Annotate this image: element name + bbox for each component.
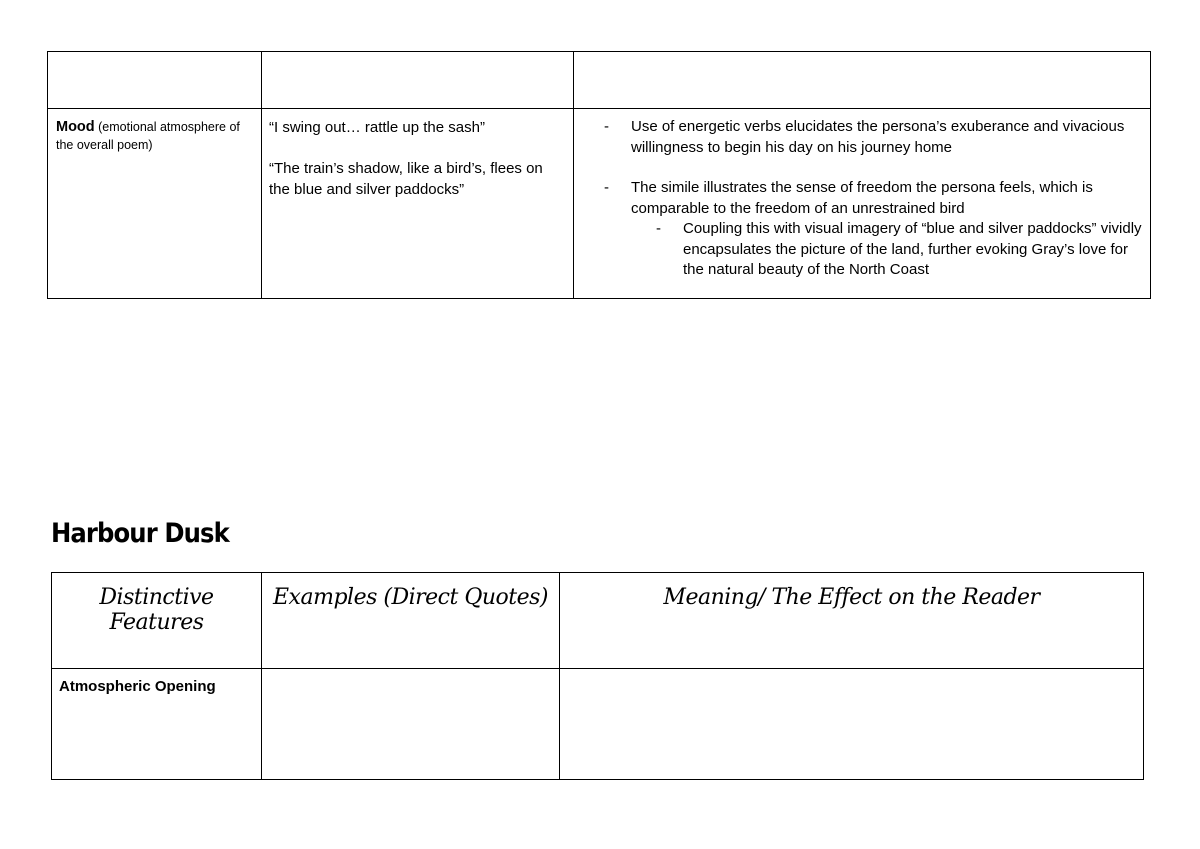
meaning-cell[interactable] xyxy=(560,669,1144,780)
example-cell[interactable] xyxy=(262,669,560,780)
list-item xyxy=(604,117,1144,158)
meaning-cell-mood[interactable] xyxy=(574,109,1151,299)
meaning-point-1: Use of energetic verbs elucidates the persona’s exuberance and vivacious willingness to begin his day on his journey home xyxy=(631,118,1125,156)
list-item xyxy=(656,219,1144,281)
quote-1: “I swing out… rattle up the sash” xyxy=(269,119,485,136)
column-header-examples: Examples (Direct Quotes) xyxy=(262,573,560,669)
feature-cell-mood[interactable] xyxy=(48,109,262,299)
table-cell[interactable] xyxy=(262,52,574,109)
analysis-table-top xyxy=(47,51,1151,299)
meaning-point-2: The simile illustrates the sense of freedom the persona feels, which is comparable to the freedom of an unrestrained bird xyxy=(631,179,1093,217)
table-row xyxy=(52,669,1144,780)
feature-title: Mood xyxy=(56,119,95,135)
quote-2: “The train’s shadow, like a bird’s, flees on the blue and silver paddocks” xyxy=(269,160,543,198)
table-row-empty xyxy=(48,52,1151,109)
column-header-features: Distinctive Features xyxy=(52,573,262,669)
analysis-table-harbour-dusk xyxy=(51,572,1144,780)
list-item xyxy=(604,178,1144,219)
table-header-row xyxy=(52,573,1144,669)
feature-cell-atmospheric-opening[interactable]: Atmospheric Opening xyxy=(52,669,262,780)
feature-note: (emotional atmosphere of the overall poem) xyxy=(56,120,240,152)
column-header-meaning: Meaning/ The Effect on the Reader xyxy=(560,573,1144,669)
table-row-mood xyxy=(48,109,1151,299)
bullet-dash: - xyxy=(604,179,609,196)
meaning-sub-point: Coupling this with visual imagery of “blue and silver paddocks” vividly encapsulates the picture of the land, further evoking Gray’s love for the natural beauty of the North Coast xyxy=(683,220,1142,278)
bullet-dash: - xyxy=(604,118,609,135)
bullet-dash: - xyxy=(656,220,661,237)
table-cell[interactable] xyxy=(48,52,262,109)
section-title: Harbour Dusk xyxy=(51,518,229,549)
table-cell[interactable] xyxy=(574,52,1151,109)
quotes-cell-mood[interactable] xyxy=(262,109,574,299)
